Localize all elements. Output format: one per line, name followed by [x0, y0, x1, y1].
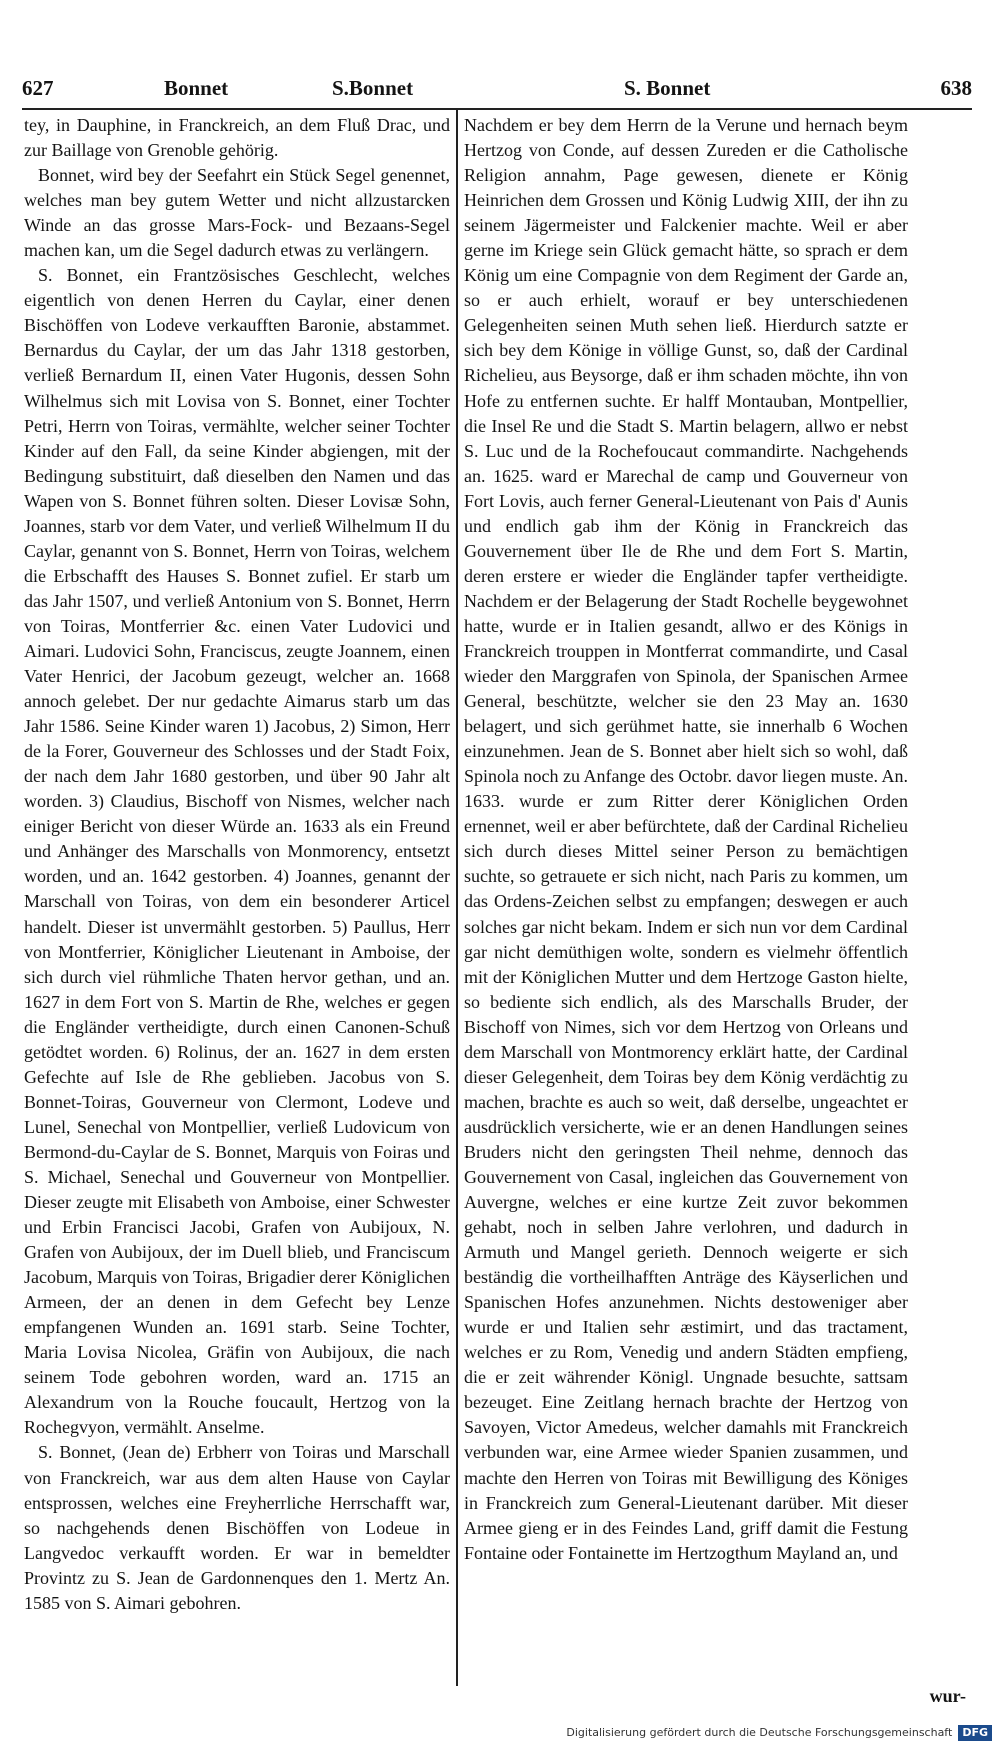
digitization-footer — [520, 1722, 992, 1744]
catchword: wur- — [929, 1686, 966, 1706]
right-column — [464, 113, 908, 1688]
paragraph: Nachdem er bey dem Herrn de la Verune und hernach beym Hertzog von Conde, auf dessen Zureden er die Catholische Religion annahm, Page gewesen, dienete er König Heinrichen dem Grossen und König Ludwig XIII, der ihn zu seinem Jägermeister und Falckenier machte. Weil er aber gerne im Kriege sein Glück gemacht hätte, so sprach er dem König um eine Compagnie von dem Regiment der Garde an, so er auch erhielt, worauf er bey unterschiedenen Gelegenheiten seinen Muth sehen ließ. Hierdurch satzte er sich bey dem Könige in völlige Gunst, so, daß der Cardinal Richelieu, aus Beysorge, daß er ihm schaden möchte, ihn von Hofe zu entfernen suchte. Er halff Montauban, Montpellier, die Insel Re und die Stadt S. Martin belagern, allwo er nebst S. Luc und de la Rochefoucaut commandirte. Nachgehends an. 1625. ward er Marechal de camp und Gouverneur von Fort Lovis, auch ferner General-Lieutenant von Pais d' Aunis und endlich gab ihm der König in Franckreich das Gouvernement über Ile de Rhe und dem Fort S. Martin, deren erstere er wieder die Engländer tapfer vertheidigte. Nachdem er der Belagerung der Stadt Rochelle beygewohnet hatte, wurde er in Italien gesandt, allwo er des Königs in Franckreich trouppen in Montferrat commandirte, und Casal wieder den Marggrafen von Spinola, der Spanischen Armee General, beschützte, welcher sie den 23 May an. 1630 belagert, und sich gerühmet hatte, sie innerhalb 6 Wochen einzunehmen. Jean de S. Bonnet aber hielt sich so wohl, daß Spinola noch zu Anfange des Octobr. davor liegen muste. An. 1633. wurde er zum Ritter derer Königlichen Orden ernennet, weil er aber befürchtete, daß der Cardinal Richelieu sich durch dieses Mittel seiner Person zu bemächtigen suchte, so getrauete er sich nicht, nach Paris zu kommen, um das Ordens-Zeichen selbst zu empfangen; deswegen er auch solches gar nicht bekam. Indem er sich nun vor dem Cardinal gar nicht demüthigen wolte, sondern es vielmehr öffentlich mit der Königlichen Mutter und dem Hertzoge Gaston hielte, so bediente sich endlich, als des Marschalls Bruder, der Bischoff von Nimes, sich vor dem Hertzog von Orleans und dem Marschall von Montmorency erklärt hatte, der Cardinal dieser Gelegenheit, dem Toiras bey dem König verdächtig zu machen, brachte es auch so weit, daß derselbe, ungeachtet er ausdrücklich versicherte, wie er an denen Handlungen seines Bruders nicht den geringsten Theil nehme, dennoch das Gouvernement von Casal, ingleichen das Gouvernement von Auvergne, welches er eine kurtze Zeit zuvor bekommen gehabt, noch in selben Jahre verlohren, und dadurch in Armuth und Mangel gerieth. Dennoch weigerte er sich beständig die vortheilhafften Anträge des Käyserlichen und Spanischen Hofes anzunehmen. Nichts destoweniger aber wurde er und Italien sehr æstimirt, und das tractament, welches er zu Rom, Venedig und andern Städten empfieng, die er zeit währender Königl. Ungnade besuchte, sattsam bezeuget. Eine Zeitlang hernach brachte der Hertzog von Savoyen, Victor Amedeus, welcher damahls mit Franckreich verbunden war, eine Armee wieder Spanien zusammen, und machte den Herren von Toiras mit Bewilligung des Königes in Franckreich zum General-Lieutenant darüber. Mit dieser Armee gieng er in des Feindes Land, griff damit die Festung Fontaine oder Fontainette im Hertzogthum Mayland an, und — [464, 115, 908, 1563]
running-header — [22, 76, 972, 110]
left-keyword-first: Bonnet — [164, 76, 229, 100]
header-rule — [22, 108, 972, 110]
left-column — [24, 113, 450, 1688]
paragraph: tey, in Dauphine, in Franckreich, an dem Fluß Drac, und zur Baillage von Grenoble gehörig. — [24, 115, 450, 161]
right-page-number: 638 — [940, 76, 972, 100]
footer-text: Digitalisierung gefördert durch die Deutsche Forschungsgemeinschaft — [566, 1726, 953, 1739]
column-divider — [456, 108, 458, 1686]
right-keyword: S. Bonnet — [624, 76, 711, 100]
left-page-number: 627 — [22, 76, 54, 100]
paragraph: S. Bonnet, (Jean de) Erbherr von Toiras und Marschall von Franckreich, war aus dem alten Hause von Caylar entsprossen, welches eine Freyherrliche Herrschafft war, so nachgehends denen Bischöffen von Lodeue in Langvedoc verkaufft worden. Er war in bemeldter Provintz zu S. Jean de Gardonnenques den 1. Mertz An. 1585 von S. Aimari gebohren. — [24, 1442, 450, 1613]
dfg-logo: DFG — [958, 1725, 992, 1741]
left-keyword-last: S.Bonnet — [332, 76, 414, 100]
paragraph: S. Bonnet, ein Frantzösisches Geschlecht, welches eigentlich von denen Herren du Caylar, einer denen Bischöffen von Lodeve verkaufften Baronie, abstammet. Bernardus du Caylar, der um das Jahr 1318 gestorben, verließ Bernardum II, einen Vater Hugonis, dessen Sohn Wilhelmus sich mit Lovisa von S. Bonnet, einer Tochter Petri, Herrn von Toiras, vermählte, welcher seiner Tochter Kinder auf den Fall, da seine Kinder abgiengen, mit der Bedingung substituirt, daß dieselben den Namen und das Wapen von S. Bonnet führen solten. Dieser Lovisæ Sohn, Joannes, starb vor dem Vater, und verließ Wilhelmum II du Caylar, genannt von S. Bonnet, Herrn von Toiras, welchem die Erbschafft des Hauses S. Bonnet zufiel. Er starb um das Jahr 1507, und verließ Antonium von S. Bonnet, Herrn von Toiras, Montferrier &c. einen Vater Ludovici und Aimari. Ludovici Sohn, Franciscus, zeugte Joannem, einen Vater Henrici, der Jacobum gezeugt, welcher an. 1668 annoch gelebet. Der nur gedachte Aimarus starb um das Jahr 1586. Seine Kinder waren 1) Jacobus, 2) Simon, Herr de la Forer, Gouverneur des Schlosses und der Stadt Foix, der nach dem Jahr 1680 gestorben, und über 90 Jahr alt worden. 3) Claudius, Bischoff von Nismes, welcher nach einiger Bericht von dieser Würde an. 1633 als ein Freund und Anhänger des Marschalls von Monmorency, entsetzt worden, und an. 1642 gestorben. 4) Joannes, genannt der Marschall von Toiras, von dem ein besonderer Articel handelt. Dieser ist unvermählt gestorben. 5) Paullus, Herr von Montferrier, Königlicher Lieutenant in Amboise, der sich durch viel rühmliche Thaten hervor gethan, und an. 1627 in dem Fort von S. Martin de Rhe, welches er gegen die Engländer vertheidigte, durch einen Canonen-Schuß getödtet worden. 6) Rolinus, der an. 1627 in dem ersten Gefechte auf Isle de Rhe geblieben. Jacobus von S. Bonnet-Toiras, Gouverneur von Clermont, Lodeve und Lunel, Senechal von Montpellier, verließ Ludovicum von Bermond-du-Caylar de S. Bonnet, Marquis von Foiras und S. Michael, Senechal und Gouverneur von Montpellier. Dieser zeugte mit Elisabeth von Amboise, einer Schwester und Erbin Francisci Jacobi, Grafen von Aubijoux, N. Grafen von Aubijoux, der im Duell blieb, und Franciscum Jacobum, Marquis von Toiras, Brigadier derer Königlichen Armeen, der an denen in dem Gefecht bey Lenze empfangenen Wunden an. 1691 starb. Seine Tochter, Maria Lovisa Nicolea, Gräfin von Aubijoux, die nach seinem Tode gebohren worden, ward an. 1715 an Alexandrum von la Rouche foucault, Hertzog von la Rochegvyon, vermählt. Anselme. — [24, 265, 450, 1438]
paragraph: Bonnet, wird bey der Seefahrt ein Stück Segel genennet, welches man bey gutem Wetter und nicht allzustarcken Winde an das grosse Mars-Fock- und Bezaans-Segel machen kan, um die Segel dadurch etwas zu verlängern. — [24, 165, 450, 261]
